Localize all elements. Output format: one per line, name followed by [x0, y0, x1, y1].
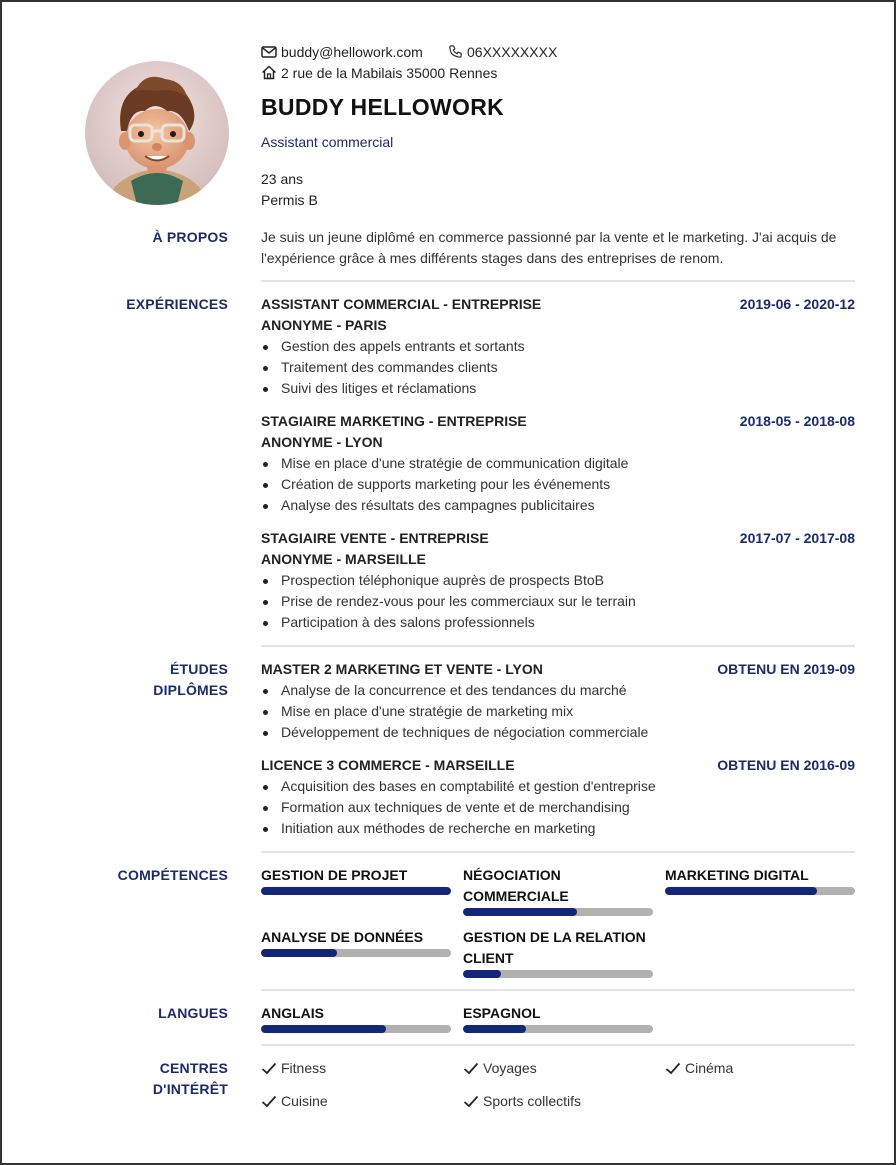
list-item: Analyse de la concurrence et des tendances du marché: [261, 680, 855, 701]
list-item: Suivi des litiges et réclamations: [261, 378, 855, 399]
experience-title: STAGIAIRE MARKETING - ENTREPRISE: [261, 413, 527, 429]
experience-company: ANONYME - LYON: [261, 434, 383, 450]
education-title: MASTER 2 MARKETING ET VENTE - LYON: [261, 661, 543, 677]
experience-item: [261, 411, 855, 516]
divider: [261, 851, 855, 853]
check-icon: [665, 1062, 681, 1075]
education-dates: OBTENU EN 2016-09: [717, 757, 855, 773]
experience-bullets: [261, 336, 855, 399]
skill-level-fill: [261, 949, 337, 957]
skill-level-bar: [261, 887, 451, 895]
experience-bullets: [261, 570, 855, 633]
list-item: Initiation aux méthodes de recherche en marketing: [261, 818, 855, 839]
divider: [261, 989, 855, 991]
job-title: Assistant commercial: [261, 134, 394, 150]
interest-label: Cinéma: [685, 1060, 734, 1076]
language-level-fill: [463, 1025, 526, 1033]
education-item: [261, 755, 855, 839]
list-item: Participation à des salons professionnels: [261, 612, 855, 633]
interest-item: [261, 1091, 328, 1112]
skill-level-fill: [463, 970, 501, 978]
language-level-fill: [261, 1025, 386, 1033]
interest-item: [463, 1091, 581, 1112]
list-item: Mise en place d'une stratégie de marketing mix: [261, 701, 855, 722]
language-name: ESPAGNOL: [463, 1005, 541, 1021]
check-icon: [463, 1062, 479, 1075]
experience-item: [261, 528, 855, 633]
skill-level-bar: [463, 970, 653, 978]
section-label-line: DIPLÔMES: [153, 682, 228, 698]
interest-item: [261, 1058, 326, 1079]
list-item: Prospection téléphonique auprès de prospects BtoB: [261, 570, 855, 591]
education-item: [261, 659, 855, 743]
skill-level-fill: [261, 887, 451, 895]
contact-phone[interactable]: [448, 42, 557, 63]
contact-email[interactable]: [261, 42, 423, 63]
experience-dates: 2017-07 - 2017-08: [739, 530, 855, 546]
education-bullets: [261, 680, 855, 743]
skill-item: [665, 865, 855, 895]
skill-item: [463, 927, 653, 978]
skill-name-line2: COMMERCIALE: [463, 888, 569, 904]
list-item: Analyse des résultats des campagnes publicitaires: [261, 495, 855, 516]
experience-dates: 2018-05 - 2018-08: [739, 413, 855, 429]
contact-address: [261, 63, 497, 84]
check-icon: [463, 1095, 479, 1108]
experience-dates: 2019-06 - 2020-12: [739, 296, 855, 312]
experience-company: ANONYME - PARIS: [261, 317, 387, 333]
section-label-skills: COMPÉTENCES: [117, 867, 228, 883]
section-label-languages: LANGUES: [158, 1005, 228, 1021]
interest-item: [463, 1058, 537, 1079]
driving-license: Permis B: [261, 192, 318, 208]
avatar: [85, 61, 229, 205]
experience-bullets: [261, 453, 855, 516]
list-item: Mise en place d'une stratégie de communication digitale: [261, 453, 855, 474]
language-level-bar: [261, 1025, 451, 1033]
phone-text: 06XXXXXXXX: [467, 44, 558, 60]
list-item: Traitement des commandes clients: [261, 357, 855, 378]
home-icon: [261, 65, 277, 80]
language-name: ANGLAIS: [261, 1005, 324, 1021]
interest-label: Voyages: [483, 1060, 537, 1076]
skill-name: GESTION DE PROJET: [261, 867, 408, 883]
list-item: Acquisition des bases en comptabilité et gestion d'entreprise: [261, 776, 855, 797]
interest-label: Fitness: [281, 1060, 327, 1076]
skill-item: [463, 865, 653, 916]
list-item: Formation aux techniques de vente et de merchandising: [261, 797, 855, 818]
skill-name-line2: CLIENT: [463, 950, 514, 966]
experience-company: ANONYME - MARSEILLE: [261, 551, 426, 567]
skill-name: NÉGOCIATION: [463, 867, 561, 883]
skill-name: MARKETING DIGITAL: [665, 867, 809, 883]
education-bullets: [261, 776, 855, 839]
list-item: Développement de techniques de négociation commerciale: [261, 722, 855, 743]
check-icon: [261, 1095, 277, 1108]
list-item: Prise de rendez-vous pour les commerciaux sur le terrain: [261, 591, 855, 612]
education-dates: OBTENU EN 2019-09: [717, 661, 855, 677]
about-text: Je suis un jeune diplômé en commerce passionné par la vente et le marketing. J'ai acquis de l'expérience grâce à mes différents stages dans des entreprises de renom.: [261, 229, 837, 266]
section-label-line: CENTRES: [159, 1060, 228, 1076]
education-title: LICENCE 3 COMMERCE - MARSEILLE: [261, 757, 515, 773]
candidate-name: BUDDY HELLOWORK: [261, 94, 505, 120]
check-icon: [261, 1062, 277, 1075]
section-label-line: ÉTUDES: [170, 661, 228, 677]
section-label-experiences: EXPÉRIENCES: [126, 296, 228, 312]
list-item: Création de supports marketing pour les événements: [261, 474, 855, 495]
divider: [261, 645, 855, 647]
language-item: [463, 1003, 653, 1033]
phone-icon: [448, 44, 463, 59]
divider: [261, 280, 855, 282]
age: 23 ans: [261, 171, 304, 187]
email-text: buddy@hellowork.com: [281, 44, 423, 60]
skill-level-bar: [261, 949, 451, 957]
experience-title: ASSISTANT COMMERCIAL - ENTREPRISE: [261, 296, 542, 312]
divider: [261, 1044, 855, 1046]
interest-item: [665, 1058, 733, 1079]
skill-name: ANALYSE DE DONNÉES: [261, 929, 424, 945]
language-level-bar: [463, 1025, 653, 1033]
skill-level-bar: [665, 887, 855, 895]
skill-item: [261, 927, 451, 957]
list-item: Gestion des appels entrants et sortants: [261, 336, 855, 357]
skill-name: GESTION DE LA RELATION: [463, 929, 646, 945]
skill-level-fill: [463, 908, 577, 916]
skill-level-bar: [463, 908, 653, 916]
section-label-interests: [0, 1058, 228, 1100]
interest-label: Sports collectifs: [483, 1093, 582, 1109]
experience-item: [261, 294, 855, 399]
mail-icon: [261, 46, 277, 58]
interest-label: Cuisine: [281, 1093, 328, 1109]
section-label-education: [0, 659, 228, 701]
experience-title: STAGIAIRE VENTE - ENTREPRISE: [261, 530, 489, 546]
section-label-about: À PROPOS: [152, 229, 228, 245]
skill-level-fill: [665, 887, 817, 895]
skill-item: [261, 865, 451, 895]
address-text: 2 rue de la Mabilais 35000 Rennes: [281, 65, 498, 81]
language-item: [261, 1003, 451, 1033]
section-label-line: D'INTÉRÊT: [152, 1081, 228, 1097]
